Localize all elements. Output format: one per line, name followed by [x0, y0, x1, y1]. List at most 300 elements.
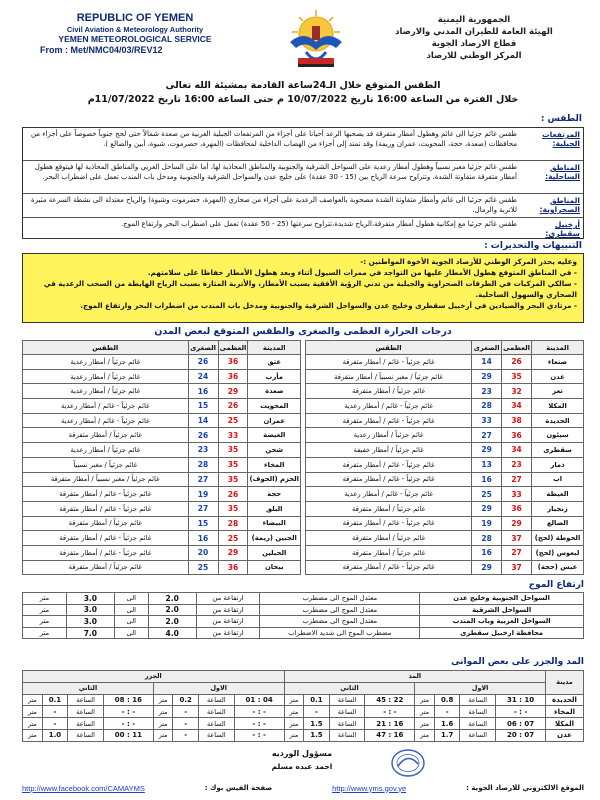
tide-height: -: [173, 718, 198, 730]
weather-header: الطقس: [23, 341, 189, 355]
tide-height: -: [42, 718, 67, 730]
city-name: تعز: [532, 384, 584, 399]
wave-region: السواحل الغربية وباب المندب: [420, 616, 584, 628]
city-name: زنجبار: [532, 501, 584, 516]
temperature-row: [23, 399, 301, 414]
temperature-row: [23, 516, 301, 531]
city-weather: غائم جزئياً / أمطار متفرقة: [306, 384, 472, 399]
tide-port: المخاء: [546, 706, 584, 718]
min-header: الصغرى: [472, 341, 502, 355]
signature-title: مسؤول الورديه: [271, 749, 333, 758]
tide-time: 16 : 08: [103, 694, 153, 706]
reference-code: From : Met/NMC04/03/REV12: [40, 45, 163, 55]
city-weather: غائم جزئياً / مغبر نسبياً / أمطار متفرقة: [306, 369, 472, 384]
tide-height: 1.5: [304, 718, 329, 730]
max-temp: 26: [502, 355, 532, 370]
wave-unit: متر: [23, 593, 67, 605]
min-temp: 33: [472, 413, 502, 428]
temperature-row: [23, 443, 301, 458]
weather-region: أرخبيل سقطرى:: [545, 220, 580, 238]
city-name: بيحان: [248, 560, 301, 575]
city-weather: غائم جزئياً - غائم / أمطار متفرقة: [23, 487, 189, 502]
wave-from-value: 2.0: [148, 604, 196, 616]
weather-row: [23, 128, 583, 161]
waves-title: ارتفاع الموج: [528, 580, 584, 590]
wave-region: محافظة ارخبيل سقطرى: [420, 627, 584, 639]
weather-text: طقس غائم جزئيا الى غائم وأمطار متفاوتة الشدة مصحوبة بالعواصف الرعدية على أجزاء من صحاري (المهرة، حضرموت وشبوة) والرياح معتدلة الى نشطة السرعة مثيرة للاتربة والرمال.: [30, 196, 517, 214]
tide-height: 1.6: [434, 718, 459, 730]
min-temp: 14: [188, 413, 218, 428]
low-first-header: الاول: [153, 682, 284, 694]
tide-time: - : -: [234, 718, 284, 730]
tide-meter-label: متر: [153, 729, 173, 741]
wave-row: [23, 604, 584, 616]
temperature-row: [23, 531, 301, 546]
wave-from-value: 2.0: [148, 616, 196, 628]
max-temp: 35: [502, 369, 532, 384]
temperature-row: [306, 428, 584, 443]
city-weather: غائم جزئياً - غائم / أمطار متفرقة: [306, 472, 472, 487]
city-weather: غائم جزئياً / أمطار متفرقة: [23, 428, 189, 443]
facebook-label: صفحة الفيس بوك :: [204, 784, 273, 792]
warning-line: - في المناطق المتوقع هطول الأمطار عليها من التواجد في ممرات السيول أثناء وبعد هطول الأمطار حفاظا على سلامتهم.: [147, 268, 577, 277]
header: [22, 6, 584, 78]
city-name: الجبين (ريمة): [248, 531, 301, 546]
city-weather: غائم جزئياً / أمطار رعدية: [23, 384, 189, 399]
min-temp: 16: [472, 472, 502, 487]
temperature-row: [23, 487, 301, 502]
authority-en: Civil Aviation & Meteorology Authority: [66, 25, 204, 34]
wave-to-value: 3.0: [66, 604, 114, 616]
city-weather: غائم جزئياً - غائم / أمطار رعدية: [306, 399, 472, 414]
min-temp: 29: [472, 443, 502, 458]
max-temp: 29: [218, 545, 248, 560]
temperature-row: [306, 443, 584, 458]
city-weather: غائم جزئياً - غائم / أمطار متفرقة: [23, 531, 189, 546]
wave-to-value: 3.0: [66, 616, 114, 628]
city-weather: غائم جزئياً / مغبر نسبياً: [23, 457, 189, 472]
website-label: الموقع الالكتروني للارصاد الجوية :: [466, 784, 584, 792]
temperature-row: [23, 384, 301, 399]
tide-hour-label: الساعة: [198, 706, 234, 718]
min-temp: 23: [472, 384, 502, 399]
tide-hour-label: الساعة: [198, 694, 234, 706]
wave-from-label: ارتفاعة من: [196, 604, 260, 616]
temperature-row: [306, 487, 584, 502]
city-name: اب: [532, 472, 584, 487]
tide-time: - : -: [103, 706, 153, 718]
min-temp: 20: [188, 545, 218, 560]
temperature-row: [306, 399, 584, 414]
temperature-row: [306, 413, 584, 428]
city-weather: غائم جزئياً - غائم / أمطار رعدية: [23, 413, 189, 428]
temperatures-title: درجات الحرارة العظمى والصغرى والطقس المتوقع لبعض المدن: [154, 326, 452, 337]
temperature-row: [306, 516, 584, 531]
tide-hour-label: الساعة: [329, 718, 365, 730]
tides-subheader-row: [23, 682, 584, 694]
max-temp: 35: [218, 472, 248, 487]
city-name: البلق: [248, 501, 301, 516]
weather-row: [23, 161, 583, 194]
tide-height: -: [434, 706, 459, 718]
temperatures-header-row: [23, 341, 301, 355]
warnings-section-label: التنبيهات والتحذيرات :: [484, 241, 582, 251]
wave-to-label: الى: [114, 627, 148, 639]
wave-to-value: 7.0: [66, 627, 114, 639]
tide-row: [23, 718, 584, 730]
min-temp: 15: [188, 399, 218, 414]
min-temp: 29: [472, 560, 502, 575]
temperature-row: [23, 413, 301, 428]
weather-region: المناطق الصحراوية:: [539, 196, 580, 214]
tide-hour-label: الساعة: [68, 718, 104, 730]
wave-state: معتدل الموج الى مضطرب: [260, 604, 420, 616]
city-weather: غائم جزئياً - غائم / أمطار متفرقة: [306, 560, 472, 575]
tide-height: -: [173, 729, 198, 741]
warning-line: وعليه يحذر المركز الوطني للأرصاد الجوية الأخوة المواطنين :-: [360, 257, 577, 266]
min-temp: 28: [472, 399, 502, 414]
city-weather: غائم جزئياً / أمطار رعدية: [23, 355, 189, 370]
tide-height: -: [173, 706, 198, 718]
tide-port: الحديدة: [546, 694, 584, 706]
wave-state: مضطرب الموج الى شديد الاضطراب: [260, 627, 420, 639]
max-temp: 34: [502, 399, 532, 414]
authority-ar: الهيئة العامة للطيران المدني والارصاد: [395, 27, 553, 37]
city-name: الحوطة (لحج): [532, 531, 584, 546]
wave-row: [23, 627, 584, 639]
city-name: الغيظة: [532, 487, 584, 502]
tide-row: [23, 706, 584, 718]
tide-height: -: [42, 706, 67, 718]
city-weather: غائم جزئياً / أمطار رعدية: [23, 369, 189, 384]
min-temp: 27: [188, 472, 218, 487]
tide-hour-label: الساعة: [68, 694, 104, 706]
temperatures-table-left: [22, 340, 301, 575]
tide-time: 22 : 45: [365, 694, 415, 706]
max-temp: 32: [502, 384, 532, 399]
sector-ar: قطاع الارصاد الجوية: [431, 39, 517, 49]
city-weather: غائم جزئياً / أمطار خفيفة: [306, 443, 472, 458]
max-temp: 23: [502, 457, 532, 472]
city-weather: غائم جزئياً / أمطار متفرقة: [23, 560, 189, 575]
header-english: [40, 12, 230, 55]
wave-from-label: ارتفاعة من: [196, 627, 260, 639]
tide-hour-label: الساعة: [198, 718, 234, 730]
max-temp: 35: [218, 457, 248, 472]
max-temp: 36: [502, 501, 532, 516]
min-temp: 23: [188, 443, 218, 458]
min-temp: 25: [188, 560, 218, 575]
tide-port: عدن: [546, 729, 584, 741]
city-header: المدينة: [248, 341, 301, 355]
tide-time: - : -: [496, 706, 546, 718]
city-weather: غائم جزئياً / مغبر نسبياً / أمطار متفرقة: [23, 472, 189, 487]
tide-hour-label: الساعة: [460, 706, 496, 718]
high-second-header: الثاني: [284, 682, 415, 694]
tide-meter-label: متر: [284, 718, 304, 730]
weather-row: [23, 194, 583, 218]
max-temp: 35: [218, 501, 248, 516]
city-header: المدينة: [532, 341, 584, 355]
city-name: الحديدة: [532, 413, 584, 428]
tide-hour-label: الساعة: [68, 729, 104, 741]
tide-time: - : -: [103, 718, 153, 730]
max-temp: 26: [218, 399, 248, 414]
wave-from-value: 2.0: [148, 593, 196, 605]
tide-height: 1.7: [434, 729, 459, 741]
tide-height: 1.5: [304, 729, 329, 741]
max-temp: 37: [502, 560, 532, 575]
temperature-row: [306, 545, 584, 560]
city-name: الحزم (الجوف): [248, 472, 301, 487]
weather-box: [22, 127, 584, 239]
tide-meter-label: متر: [415, 706, 435, 718]
tide-time: 11 : 00: [103, 729, 153, 741]
tides-table: [22, 670, 584, 742]
city-weather: غائم جزئياً / أمطار رعدية: [23, 443, 189, 458]
city-name: عتق: [248, 355, 301, 370]
tide-height: 1.0: [42, 729, 67, 741]
tide-time: - : -: [234, 729, 284, 741]
tide-meter-label: متر: [284, 729, 304, 741]
min-temp: 26: [188, 355, 218, 370]
tide-hour-label: الساعة: [329, 694, 365, 706]
tide-row: [23, 729, 584, 741]
city-name: المخاء: [248, 457, 301, 472]
city-name: مأرب: [248, 369, 301, 384]
tide-port: المكلا: [546, 718, 584, 730]
tides-header-row: [23, 671, 584, 683]
tide-time: 07 : 06: [496, 718, 546, 730]
signature-block: [222, 749, 382, 771]
city-weather: غائم جزئياً - غائم / أمطار رعدية: [23, 399, 189, 414]
max-temp: 27: [502, 545, 532, 560]
weather-row: [23, 218, 583, 238]
city-weather: غائم جزئياً - غائم / أمطار متفرقة: [23, 545, 189, 560]
forecast-period: خلال الفترة من الساعة 16:00 تاريخ 10/07/2022 م حتى الساعة 16:00 تاريخ 11/07/2022م: [87, 94, 519, 105]
city-name: عمران: [248, 413, 301, 428]
city-name: ذمار: [532, 457, 584, 472]
tide-meter-label: متر: [153, 718, 173, 730]
high-first-header: الاول: [415, 682, 546, 694]
min-temp: 28: [472, 531, 502, 546]
max-header: العظمى: [218, 341, 248, 355]
wave-to-label: الى: [114, 593, 148, 605]
max-temp: 25: [218, 413, 248, 428]
min-temp: 25: [472, 487, 502, 502]
city-weather: غائم جزئياً - غائم / أمطار متفرقة: [306, 457, 472, 472]
max-temp: 27: [502, 472, 532, 487]
max-temp: 25: [218, 531, 248, 546]
tide-time: - : -: [365, 706, 415, 718]
city-name: الغيضة: [248, 428, 301, 443]
tide-meter-label: متر: [23, 729, 43, 741]
city-name: صعدة: [248, 384, 301, 399]
tide-row: [23, 694, 584, 706]
header-arabic: [374, 14, 574, 62]
max-temp: 37: [502, 531, 532, 546]
city-weather: غائم جزئياً / أمطار متفرقة: [306, 531, 472, 546]
tide-hour-label: الساعة: [460, 729, 496, 741]
min-temp: 26: [188, 428, 218, 443]
temperature-row: [306, 531, 584, 546]
weather-text: طقس غائم جزئيا مغبر نسبياً وهطول أمطار رعدية على السواحل الشرقية والجنوبية والمناطق المحاذية لها، أما على الساحل الغربي والمناطق المحاذية لها فيتوقع هطول أمطار متفرقة متفاوتة الشدة، وتتراوح سرعة الرياح بين (15 - 30 عقدة) على خليج عدن والسواحل الشرقية والجنوبية ومدخل باب المندب تعمل على اضطراب البحر.: [34, 163, 517, 181]
warnings-box: [22, 253, 584, 323]
max-temp: 26: [218, 487, 248, 502]
city-weather: غائم جزئياً / أمطار متفرقة: [306, 501, 472, 516]
tide-time: 16 : 21: [365, 718, 415, 730]
min-temp: 19: [188, 487, 218, 502]
city-name: لبعوس (لحج): [532, 545, 584, 560]
footer: [22, 781, 584, 795]
high-tide-header: المد: [284, 671, 545, 683]
temperature-row: [306, 560, 584, 575]
tide-time: - : -: [234, 706, 284, 718]
wave-unit: متر: [23, 604, 67, 616]
weather-header: الطقس: [306, 341, 472, 355]
wave-row: [23, 616, 584, 628]
min-temp: 14: [472, 355, 502, 370]
tide-height: 0.1: [42, 694, 67, 706]
temperature-row: [23, 428, 301, 443]
temperature-row: [306, 369, 584, 384]
low-second-header: الثاني: [23, 682, 154, 694]
tide-meter-label: متر: [415, 694, 435, 706]
max-temp: 34: [502, 443, 532, 458]
city-weather: غائم جزئياً - غائم / أمطار متفرقة: [306, 355, 472, 370]
tide-hour-label: الساعة: [198, 729, 234, 741]
min-temp: 27: [188, 501, 218, 516]
tide-time: 10 : 31: [496, 694, 546, 706]
tide-time: 16 : 47: [365, 729, 415, 741]
weather-text: طقس غائم جزئيا مع إمكانية هطول أمطار متفرقة،الرياح شديدة،تتراوح سرعتها (25 - 50 عقدة) تعمل على اضطراب البحر وارتفاع الموج.: [120, 220, 517, 228]
tide-meter-label: متر: [23, 718, 43, 730]
temperature-row: [306, 472, 584, 487]
weather-section-label: الطقس :: [540, 114, 582, 124]
wave-to-label: الى: [114, 616, 148, 628]
max-temp: 33: [502, 487, 532, 502]
city-weather: غائم جزئياً / أمطار متفرقة: [23, 516, 189, 531]
tide-time: 07 : 20: [496, 729, 546, 741]
tide-hour-label: الساعة: [460, 718, 496, 730]
min-temp: 16: [188, 531, 218, 546]
min-temp: 29: [472, 501, 502, 516]
city-name: البيضاء: [248, 516, 301, 531]
warning-line: - سالكي المركبات في الطرقات الصحراوية والجبلية من تدني الرؤية الأفقية بسبب الأمطار، والأتربة المثارة بسبب الرياح الهابطة من السحب الرعدية في الصحاري والسهول الساحلية.: [43, 279, 577, 299]
temperature-row: [306, 355, 584, 370]
warning-line: - مرتادي البحر والصيادين في أرخبيل سقطرى وخليج عدن والسواحل الشرقية والجنوبية ومدخل باب المندب من اضطراب البحر وارتفاع الموج.: [80, 301, 577, 310]
low-tide-header: الجزر: [23, 671, 285, 683]
city-name: سيئون: [532, 428, 584, 443]
city-name: شحن: [248, 443, 301, 458]
wave-unit: متر: [23, 616, 67, 628]
min-temp: 16: [472, 545, 502, 560]
wave-state: معتدل الموج الى مضطرب: [260, 593, 420, 605]
min-temp: 15: [188, 516, 218, 531]
city-weather: غائم جزئياً - غائم / أمطار متفرقة: [306, 516, 472, 531]
forecast-title: الطقس المتوقع خلال الـ24ساعة القادمة بمشيئة الله تعالى: [165, 80, 441, 91]
port-header: مدينة: [546, 671, 584, 695]
wave-region: السواحل الشرقية: [420, 604, 584, 616]
city-weather: غائم جزئياً / أمطار متفرقة: [306, 545, 472, 560]
wave-row: [23, 593, 584, 605]
tide-height: 0.1: [304, 694, 329, 706]
center-ar: المركز الوطني للارصاد: [426, 51, 522, 61]
bulletin-page: [22, 6, 584, 796]
min-temp: 13: [472, 457, 502, 472]
country-title-en: REPUBLIC OF YEMEN: [76, 12, 194, 24]
temperature-row: [23, 560, 301, 575]
temperature-row: [306, 501, 584, 516]
weather-text: طقس غائم جزئيا الى غائم وهطول أمطار متفرقة قد يصحبها الرعد أحيانا على أجزاء من المرتفعات الجبلية الغربية من صعدة شمالاً حتى لحج جنوباً خصوصاً على أجزاء من محافظات (صعدة، حجة، المحويت، عمران وريمة) وقد تمتد إلى أجزاء من الهضاب الداخلية لمحافظات (المهرة، حضرموت، شبوة، أبين والضالع ).: [30, 130, 517, 148]
max-temp: 36: [502, 428, 532, 443]
city-name: المحويت: [248, 399, 301, 414]
max-temp: 28: [218, 516, 248, 531]
tide-hour-label: الساعة: [460, 694, 496, 706]
website-link[interactable]: http://www.yms.gov.ye: [332, 783, 407, 793]
max-temp: 35: [218, 443, 248, 458]
tide-hour-label: الساعة: [68, 706, 104, 718]
wave-region: السواحل الجنوبية وخليج عدن: [420, 593, 584, 605]
wave-from-label: ارتفاعة من: [196, 593, 260, 605]
temperatures-table-right: [305, 340, 584, 575]
facebook-link[interactable]: http://www.facebook.com/CAMAYMS: [22, 783, 145, 793]
max-header: العظمى: [502, 341, 532, 355]
tide-meter-label: متر: [153, 706, 173, 718]
min-temp: 29: [472, 369, 502, 384]
temperature-row: [23, 369, 301, 384]
tide-meter-label: متر: [415, 718, 435, 730]
tide-height: 0.2: [173, 694, 198, 706]
min-temp: 24: [188, 369, 218, 384]
weather-region: المناطق الساحلية:: [545, 163, 580, 181]
tide-meter-label: متر: [415, 729, 435, 741]
city-name: المكلا: [532, 399, 584, 414]
city-name: صنعاء: [532, 355, 584, 370]
wave-from-value: 4.0: [148, 627, 196, 639]
city-name: عدن: [532, 369, 584, 384]
service-en: YEMEN METEOROLOGICAL SERVICE: [58, 34, 212, 44]
tide-meter-label: متر: [284, 694, 304, 706]
temperature-row: [23, 457, 301, 472]
temperature-row: [23, 501, 301, 516]
max-temp: 29: [218, 384, 248, 399]
temperature-row: [23, 545, 301, 560]
temperature-row: [306, 457, 584, 472]
tide-meter-label: متر: [23, 706, 43, 718]
tide-meter-label: متر: [153, 694, 173, 706]
min-temp: 28: [188, 457, 218, 472]
wave-state: معتدل الموج الى مضطرب: [260, 616, 420, 628]
min-temp: 16: [188, 384, 218, 399]
max-temp: 33: [218, 428, 248, 443]
temperature-row: [306, 384, 584, 399]
met-service-logo-icon: [284, 8, 348, 70]
max-temp: 36: [218, 560, 248, 575]
tide-hour-label: الساعة: [329, 729, 365, 741]
weather-region: المرتفعات الجبلية:: [542, 130, 580, 148]
min-temp: 27: [472, 428, 502, 443]
wave-unit: متر: [23, 627, 67, 639]
temperature-row: [23, 472, 301, 487]
city-weather: غائم جزئياً - غائم / أمطار متفرقة: [306, 413, 472, 428]
stamp-icon: [390, 748, 426, 778]
tide-meter-label: متر: [23, 694, 43, 706]
tide-meter-label: متر: [284, 706, 304, 718]
signature-name: احمد عبده مسلم: [271, 762, 333, 771]
tide-height: 0.8: [434, 694, 459, 706]
city-name: حجة: [248, 487, 301, 502]
